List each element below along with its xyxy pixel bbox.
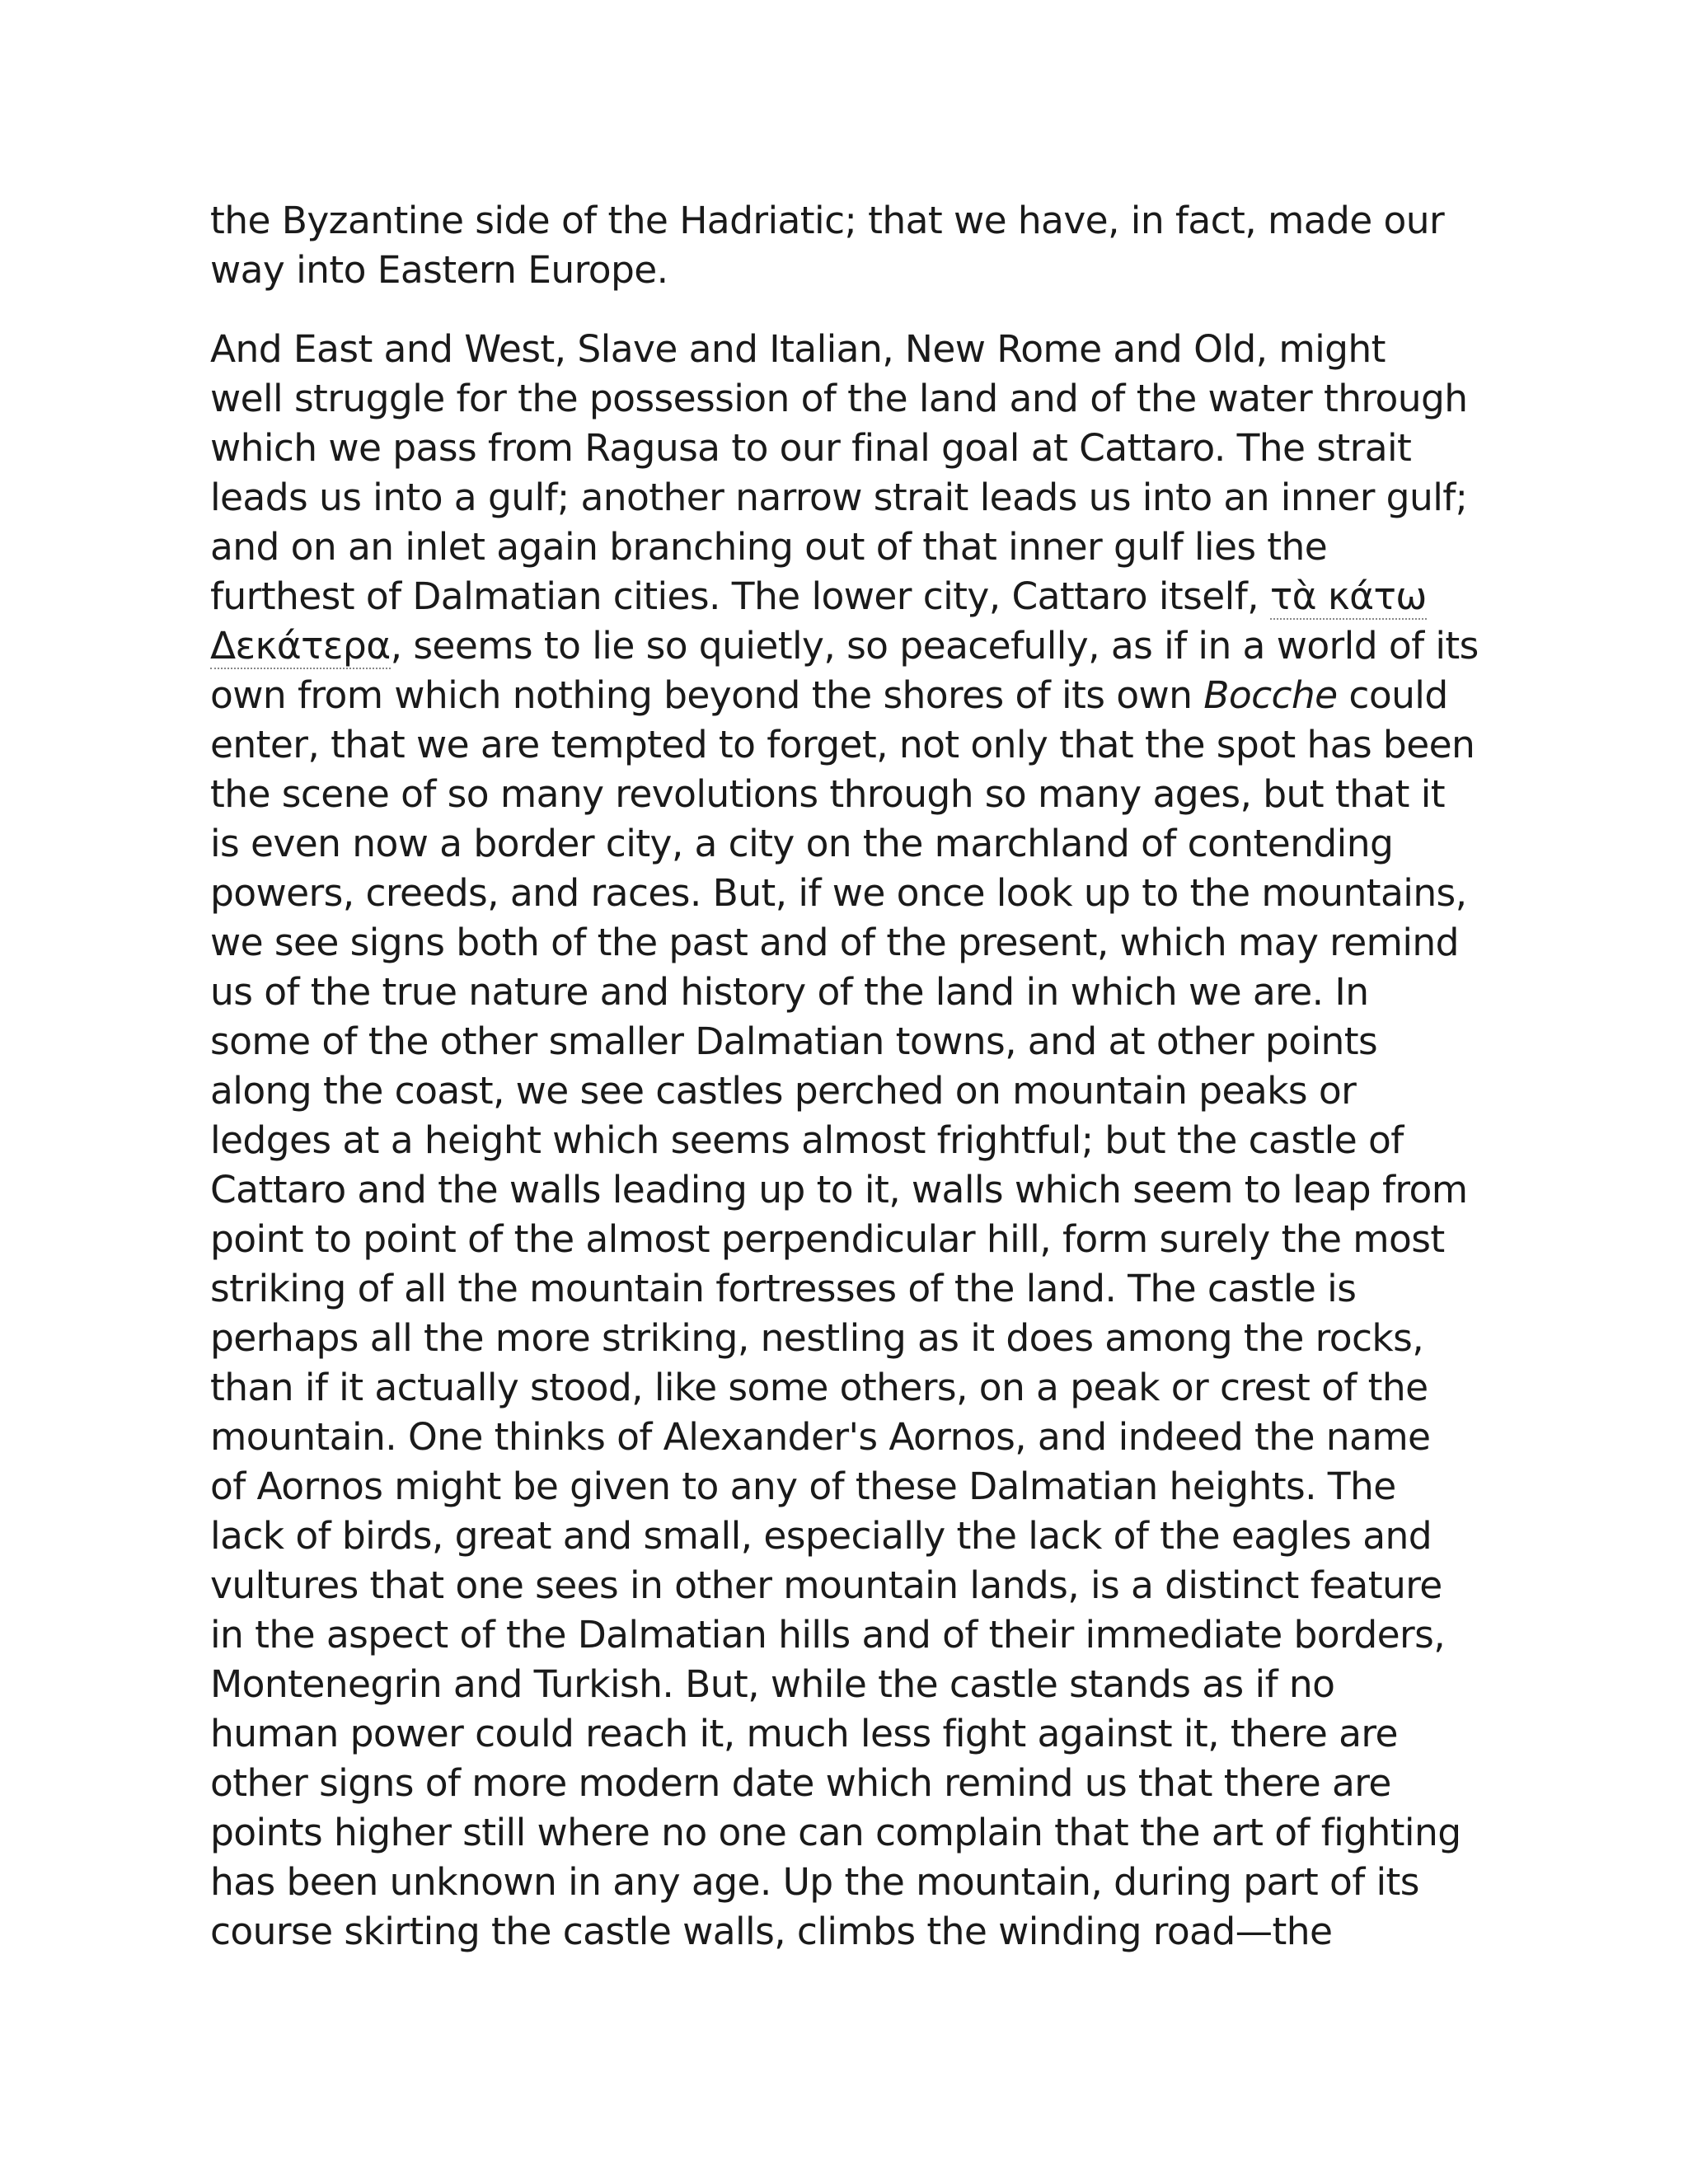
text-line xyxy=(210,374,1496,424)
text-line xyxy=(210,1907,1496,1957)
text-line xyxy=(210,1759,1496,1808)
text-run: well struggle for the possession of the land and of the water through xyxy=(210,377,1468,420)
text-run: Montenegrin and Turkish. But, while the castle stands as if no xyxy=(210,1662,1335,1706)
text-line xyxy=(210,1165,1496,1215)
text-run: And East and West, Slave and Italian, New Rome and Old, might xyxy=(210,327,1386,371)
text-line xyxy=(210,1561,1496,1610)
italic-term: Bocche xyxy=(1203,673,1338,717)
text-run: points higher still where no one can complain that the art of fighting xyxy=(210,1811,1461,1854)
text-run: along the coast, we see castles perched on mountain peaks or xyxy=(210,1069,1357,1113)
text-run: than if it actually stood, like some others, on a peak or crest of the xyxy=(210,1366,1428,1409)
text-run: us of the true nature and history of the land in which we are. In xyxy=(210,970,1369,1014)
text-run: human power could reach it, much less fight against it, there are xyxy=(210,1712,1398,1755)
text-line xyxy=(210,918,1496,968)
text-line xyxy=(210,473,1496,523)
text-line xyxy=(210,1660,1496,1709)
text-run: other signs of more modern date which remind us that there are xyxy=(210,1761,1391,1805)
text-run: which we pass from Ragusa to our final goal at Cattaro. The strait xyxy=(210,426,1412,470)
text-line xyxy=(210,1017,1496,1066)
text-line xyxy=(210,1858,1496,1907)
text-line xyxy=(210,523,1496,572)
text-run: ledges at a height which seems almost frightful; but the castle of xyxy=(210,1118,1404,1162)
text-line xyxy=(210,1511,1496,1561)
text-run: lack of birds, great and small, especially the lack of the eagles and xyxy=(210,1514,1432,1558)
text-line xyxy=(210,1462,1496,1511)
greek-phrase-link[interactable]: Δεκάτερα xyxy=(210,624,391,668)
text-line xyxy=(210,572,1496,621)
text-run: striking of all the mountain fortresses of the land. The castle is xyxy=(210,1267,1357,1310)
text-line xyxy=(210,869,1496,918)
text-run: mountain. One thinks of Alexander's Aornos, and indeed the name xyxy=(210,1415,1431,1459)
text-run: enter, that we are tempted to forget, not only that the spot has been xyxy=(210,723,1475,766)
text-run: is even now a border city, a city on the marchland of contending xyxy=(210,822,1394,865)
text-run: and on an inlet again branching out of that inner gulf lies the xyxy=(210,525,1328,569)
paragraph-gap xyxy=(210,295,1496,325)
text-line xyxy=(210,968,1496,1017)
text-run: vultures that one sees in other mountain lands, is a distinct feature xyxy=(210,1563,1442,1607)
text-run: course skirting the castle walls, climbs the winding road—the xyxy=(210,1910,1333,1953)
text-line xyxy=(210,621,1496,671)
text-line xyxy=(210,720,1496,770)
text-line xyxy=(210,1264,1496,1314)
text-line xyxy=(210,819,1496,869)
text-line xyxy=(210,770,1496,819)
text-line xyxy=(210,196,1496,246)
text-line xyxy=(210,1314,1496,1363)
text-line xyxy=(210,1413,1496,1462)
text-run: perhaps all the more striking, nestling as it does among the rocks, xyxy=(210,1316,1424,1360)
text-run: way into Eastern Europe. xyxy=(210,248,668,292)
greek-phrase-link[interactable]: τὰ κάτω xyxy=(1269,574,1427,618)
text-run: , seems to lie so quietly, so peacefully, as if in a world of its xyxy=(390,624,1479,668)
text-run: furthest of Dalmatian cities. The lower city, Cattaro itself, xyxy=(210,574,1270,618)
text-run: we see signs both of the past and of the present, which may remind xyxy=(210,921,1459,964)
text-line xyxy=(210,1066,1496,1116)
text-run: powers, creeds, and races. But, if we once look up to the mountains, xyxy=(210,871,1467,915)
text-line xyxy=(210,1363,1496,1413)
text-run: Cattaro and the walls leading up to it, walls which seem to leap from xyxy=(210,1168,1468,1212)
text-run: the scene of so many revolutions through so many ages, but that it xyxy=(210,772,1446,816)
text-line xyxy=(210,246,1496,295)
text-run: in the aspect of the Dalmatian hills and of their immediate borders, xyxy=(210,1613,1446,1657)
text-run: own from which nothing beyond the shores of its own xyxy=(210,673,1204,717)
text-line xyxy=(210,1808,1496,1858)
paragraph-2 xyxy=(210,325,1496,1957)
text-run: point to point of the almost perpendicular hill, form surely the most xyxy=(210,1217,1445,1261)
text-line xyxy=(210,424,1496,473)
text-line xyxy=(210,1215,1496,1264)
text-run: some of the other smaller Dalmatian towns, and at other points xyxy=(210,1019,1378,1063)
text-run: the Byzantine side of the Hadriatic; that we have, in fact, made our xyxy=(210,199,1445,242)
text-run: has been unknown in any age. Up the mountain, during part of its xyxy=(210,1860,1419,1904)
text-line xyxy=(210,1610,1496,1660)
text-line xyxy=(210,1709,1496,1759)
paragraph-1 xyxy=(210,196,1496,295)
text-run: could xyxy=(1337,673,1448,717)
text-run: leads us into a gulf; another narrow strait leads us into an inner gulf; xyxy=(210,476,1468,519)
text-line xyxy=(210,1116,1496,1165)
text-run: of Aornos might be given to any of these Dalmatian heights. The xyxy=(210,1465,1396,1508)
document-page xyxy=(210,196,1496,1957)
text-line xyxy=(210,325,1496,374)
text-line xyxy=(210,671,1496,720)
